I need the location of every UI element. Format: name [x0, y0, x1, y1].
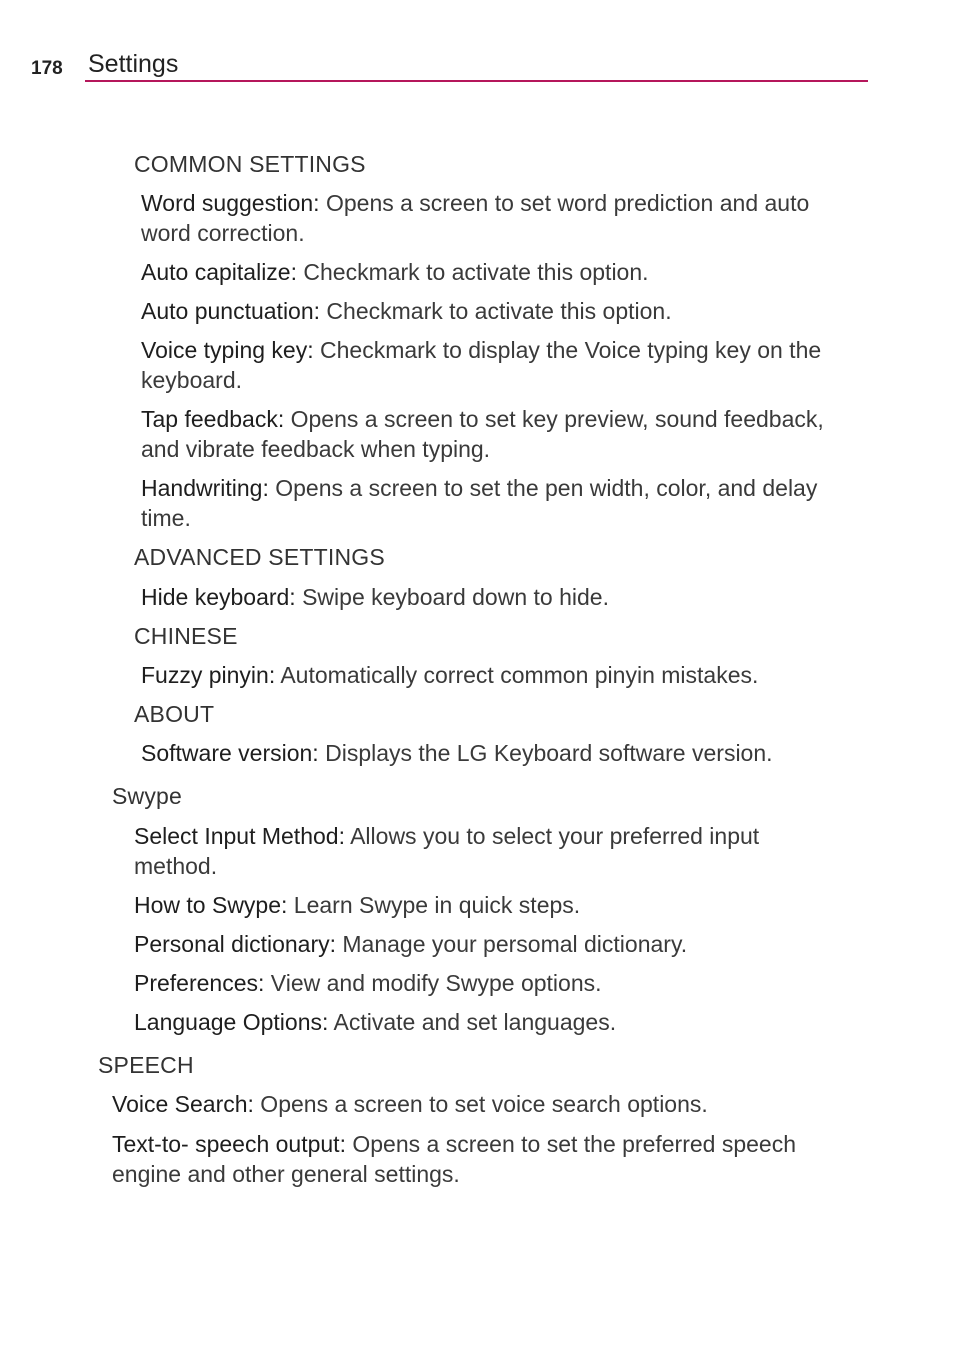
entry-fuzzy-pinyin	[141, 660, 851, 690]
heading-advanced-settings: ADVANCED SETTINGS	[134, 544, 385, 570]
desc-fuzzy-pinyin: Automatically correct common pinyin mistakes.	[275, 662, 759, 688]
term-handwriting: Handwriting:	[141, 475, 269, 501]
term-software-version: Software version:	[141, 740, 319, 766]
entry-tts-output	[112, 1129, 842, 1189]
entry-software-version	[141, 738, 851, 768]
entry-handwriting	[141, 473, 856, 533]
desc-auto-capitalize: Checkmark to activate this option.	[296, 259, 649, 285]
entry-auto-punctuation	[141, 296, 851, 326]
term-tts-output: Text-to- speech output:	[112, 1131, 346, 1157]
entry-voice-typing-key	[141, 335, 851, 395]
term-auto-punctuation: Auto punctuation:	[141, 298, 321, 324]
term-voice-search: Voice Search:	[112, 1091, 254, 1117]
term-personal-dictionary: Personal dictionary:	[134, 931, 336, 957]
desc-word-suggestion: Opens a screen to set word prediction and auto word correction.	[141, 190, 810, 246]
entry-voice-search	[112, 1089, 842, 1119]
desc-software-version: Displays the LG Keyboard software version.	[318, 740, 773, 766]
heading-about: ABOUT	[134, 701, 215, 727]
heading-common-settings: COMMON SETTINGS	[134, 151, 366, 177]
desc-preferences: View and modify Swype options.	[264, 970, 602, 996]
heading-chinese: CHINESE	[134, 623, 238, 649]
term-how-to-swype: How to Swype:	[134, 892, 288, 918]
entry-select-input-method	[134, 821, 814, 881]
term-preferences: Preferences:	[134, 970, 265, 996]
section-title: Settings	[88, 50, 179, 78]
term-hide-keyboard: Hide keyboard:	[141, 584, 296, 610]
desc-how-to-swype: Learn Swype in quick steps.	[287, 892, 581, 918]
desc-voice-typing-key: Checkmark to display the Voice typing key on the keyboard.	[141, 337, 822, 393]
entry-word-suggestion	[141, 188, 851, 248]
term-voice-typing-key: Voice typing key:	[141, 337, 314, 363]
term-word-suggestion: Word suggestion:	[141, 190, 320, 216]
desc-voice-search: Opens a screen to set voice search options.	[253, 1091, 708, 1117]
entry-how-to-swype	[134, 890, 844, 920]
term-select-input-method: Select Input Method:	[134, 823, 345, 849]
desc-auto-punctuation: Checkmark to activate this option.	[320, 298, 672, 324]
desc-language-options: Activate and set languages.	[328, 1009, 617, 1035]
header-divider	[85, 80, 868, 82]
term-tap-feedback: Tap feedback:	[141, 406, 285, 432]
desc-hide-keyboard: Swipe keyboard down to hide.	[295, 584, 609, 610]
heading-swype: Swype	[112, 783, 183, 809]
entry-preferences	[134, 968, 844, 998]
term-language-options: Language Options:	[134, 1009, 329, 1035]
entry-language-options	[134, 1007, 844, 1037]
term-fuzzy-pinyin: Fuzzy pinyin:	[141, 662, 276, 688]
entry-hide-keyboard	[141, 582, 851, 612]
desc-tts-output: Opens a screen to set the preferred speech engine and other general settings.	[112, 1131, 797, 1187]
term-auto-capitalize: Auto capitalize:	[141, 259, 297, 285]
page-header	[0, 0, 954, 90]
desc-tap-feedback: Opens a screen to set key preview, sound feedback, and vibrate feedback when typing.	[141, 406, 824, 462]
heading-speech: SPEECH	[98, 1052, 194, 1078]
desc-handwriting: Opens a screen to set the pen width, color, and delay time.	[141, 475, 818, 531]
entry-auto-capitalize	[141, 257, 851, 287]
page-number: 178	[31, 58, 63, 79]
entry-personal-dictionary	[134, 929, 844, 959]
entry-tap-feedback	[141, 404, 851, 464]
desc-select-input-method: Allows you to select your preferred input method.	[134, 823, 760, 879]
desc-personal-dictionary: Manage your persomal dictionary.	[336, 931, 688, 957]
